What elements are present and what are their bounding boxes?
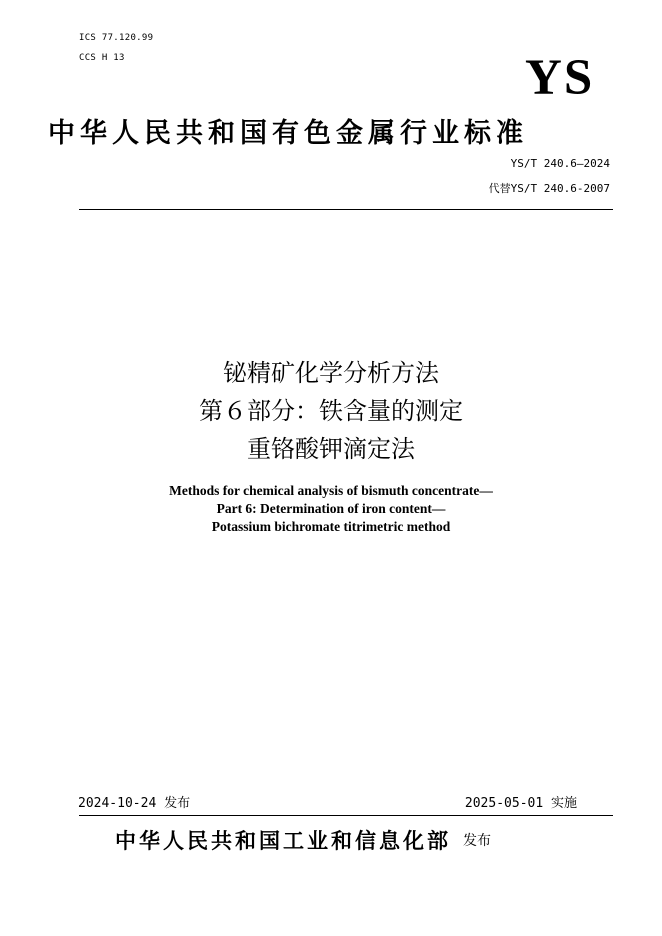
english-title-line-2: Part 6: Determination of iron content— <box>216 501 446 516</box>
english-title-line-1: Methods for chemical analysis of bismuth concentrate— <box>169 483 493 498</box>
chinese-title-line-1: 铋精矿化学分析方法 <box>223 359 439 387</box>
standard-title: 中华人民共和国有色金属行业标准 <box>48 118 528 149</box>
chinese-title-line-2: 第６部分：铁含量的测定 <box>199 397 463 425</box>
issuer-name: 中华人民共和国工业和信息化部 <box>115 829 451 853</box>
chinese-title <box>0 354 662 468</box>
implementation-date: 2025-05-01 实施 <box>464 796 577 811</box>
ccs-code: CCS H 13 <box>79 53 125 63</box>
ics-code: ICS 77.120.99 <box>79 33 154 43</box>
header-divider <box>79 209 613 210</box>
ys-logo: YS <box>525 50 595 106</box>
replaces-standard: 代替YS/T 240.6-2007 <box>488 182 610 195</box>
footer-divider <box>79 815 613 816</box>
issuer-suffix: 发布 <box>463 833 491 849</box>
english-title <box>0 482 662 536</box>
issuer-row <box>115 825 491 857</box>
issue-date: 2024-10-24 发布 <box>78 796 191 811</box>
standard-number: YS/T 240.6—2024 <box>510 157 610 170</box>
english-title-line-3: Potassium bichromate titrimetric method <box>211 519 451 534</box>
chinese-title-line-3: 重铬酸钾滴定法 <box>247 435 415 463</box>
